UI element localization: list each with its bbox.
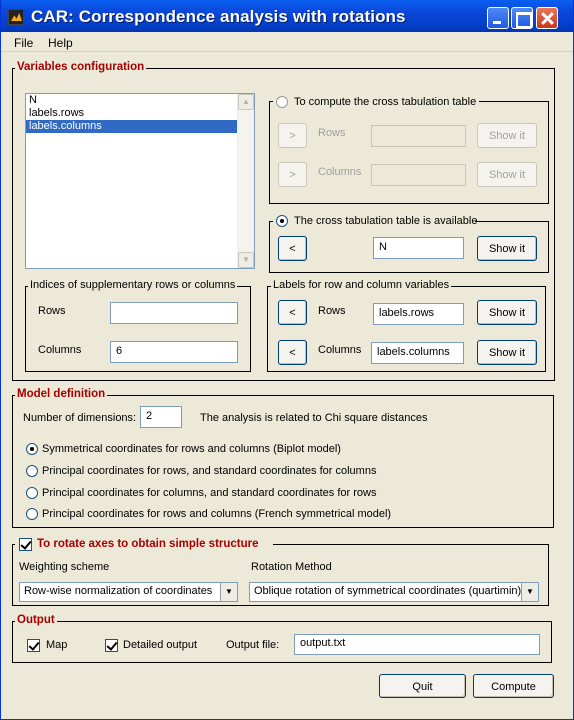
- maximize-icon[interactable]: [511, 7, 533, 29]
- output-legend: Output: [17, 614, 55, 626]
- list-item[interactable]: N: [29, 94, 37, 106]
- supp-rows-field[interactable]: [110, 302, 238, 324]
- model-option-label: Principal coordinates for rows, and standard coordinates for columns: [42, 465, 377, 477]
- dimensions-label: Number of dimensions:: [23, 412, 137, 424]
- available-arrow-button[interactable]: <: [278, 236, 307, 261]
- app-icon: [8, 9, 24, 25]
- weighting-value: Row-wise normalization of coordinates: [24, 585, 213, 597]
- labels-rows-field[interactable]: labels.rows: [373, 303, 464, 325]
- labels-rows-label: Rows: [318, 305, 346, 317]
- compute-columns-field[interactable]: [371, 164, 466, 186]
- list-item[interactable]: labels.columns: [26, 120, 254, 133]
- variables-legend: Variables configuration: [17, 61, 145, 73]
- labels-columns-arrow-button[interactable]: <: [278, 340, 307, 365]
- menu-help[interactable]: Help: [48, 36, 73, 50]
- labels-rows-arrow-button[interactable]: <: [278, 300, 307, 325]
- available-radio-label: The cross tabulation table is available: [294, 215, 478, 227]
- detailed-output-label: Detailed output: [123, 639, 197, 651]
- compute-group: [269, 101, 549, 204]
- minimize-icon[interactable]: [487, 7, 509, 29]
- output-file-label: Output file:: [226, 639, 280, 651]
- labels-legend: Labels for row and column variables: [273, 279, 450, 291]
- menu-bar: [1, 32, 573, 52]
- supp-rows-label: Rows: [38, 305, 66, 317]
- model-option-radio[interactable]: [26, 443, 38, 455]
- rotation-method-label: Rotation Method: [251, 561, 332, 573]
- compute-radio-label: To compute the cross tabulation table: [294, 96, 477, 108]
- output-file-field[interactable]: output.txt: [294, 634, 540, 655]
- labels-columns-label: Columns: [318, 344, 362, 356]
- compute-rows-show-button[interactable]: Show it: [477, 123, 537, 148]
- variables-list[interactable]: [25, 93, 255, 269]
- compute-columns-arrow-button[interactable]: >: [278, 162, 307, 187]
- supplementary-legend: Indices of supplementary rows or columns: [30, 279, 236, 291]
- close-icon[interactable]: [536, 7, 558, 29]
- model-option-label: Symmetrical coordinates for rows and columns (Biplot model): [42, 443, 341, 455]
- list-item[interactable]: labels.rows: [29, 107, 85, 119]
- compute-columns-show-button[interactable]: Show it: [477, 162, 537, 187]
- available-show-button[interactable]: Show it: [477, 236, 537, 261]
- map-checkbox[interactable]: [27, 639, 40, 652]
- compute-rows-label: Rows: [318, 127, 346, 139]
- chevron-down-icon[interactable]: ▼: [220, 583, 237, 601]
- scroll-down-icon[interactable]: ▼: [238, 252, 254, 268]
- table-name-field[interactable]: N: [373, 237, 464, 259]
- chi-square-note: The analysis is related to Chi square distances: [200, 412, 428, 424]
- weighting-select[interactable]: [19, 582, 238, 602]
- supp-columns-field[interactable]: 6: [110, 341, 238, 363]
- detailed-output-checkbox[interactable]: [105, 639, 118, 652]
- model-option-label: Principal coordinates for rows and columns (French symmetrical model): [42, 508, 392, 520]
- model-option-radio[interactable]: [26, 508, 38, 520]
- window-title: CAR: Correspondence analysis with rotations: [31, 7, 406, 26]
- compute-radio[interactable]: [276, 96, 288, 108]
- rotate-checkbox[interactable]: [19, 538, 32, 551]
- dimensions-field[interactable]: 2: [140, 406, 182, 428]
- model-option-radio[interactable]: [26, 465, 38, 477]
- supp-columns-label: Columns: [38, 344, 82, 356]
- title-bar[interactable]: [1, 0, 573, 32]
- compute-rows-arrow-button[interactable]: >: [278, 123, 307, 148]
- labels-columns-show-button[interactable]: Show it: [477, 340, 537, 365]
- map-label: Map: [46, 639, 68, 651]
- rotation-legend: To rotate axes to obtain simple structure: [37, 538, 259, 550]
- model-option-label: Principal coordinates for columns, and standard coordinates for rows: [42, 487, 377, 499]
- compute-rows-field[interactable]: [371, 125, 466, 147]
- compute-button[interactable]: Compute: [473, 674, 554, 698]
- model-legend: Model definition: [17, 388, 106, 400]
- weighting-label: Weighting scheme: [19, 561, 110, 573]
- compute-columns-label: Columns: [318, 166, 362, 178]
- available-radio[interactable]: [276, 215, 288, 227]
- labels-columns-field[interactable]: labels.columns: [371, 342, 464, 364]
- menu-file[interactable]: File: [14, 36, 34, 50]
- rotation-method-value: Oblique rotation of symmetrical coordinates (quartimin): [254, 585, 522, 597]
- scroll-up-icon[interactable]: ▲: [238, 94, 254, 110]
- list-scrollbar[interactable]: [237, 94, 254, 268]
- chevron-down-icon[interactable]: ▼: [521, 583, 538, 601]
- quit-button[interactable]: Quit: [379, 674, 466, 698]
- model-option-radio[interactable]: [26, 487, 38, 499]
- labels-rows-show-button[interactable]: Show it: [477, 300, 537, 325]
- rotation-method-select[interactable]: [249, 582, 539, 602]
